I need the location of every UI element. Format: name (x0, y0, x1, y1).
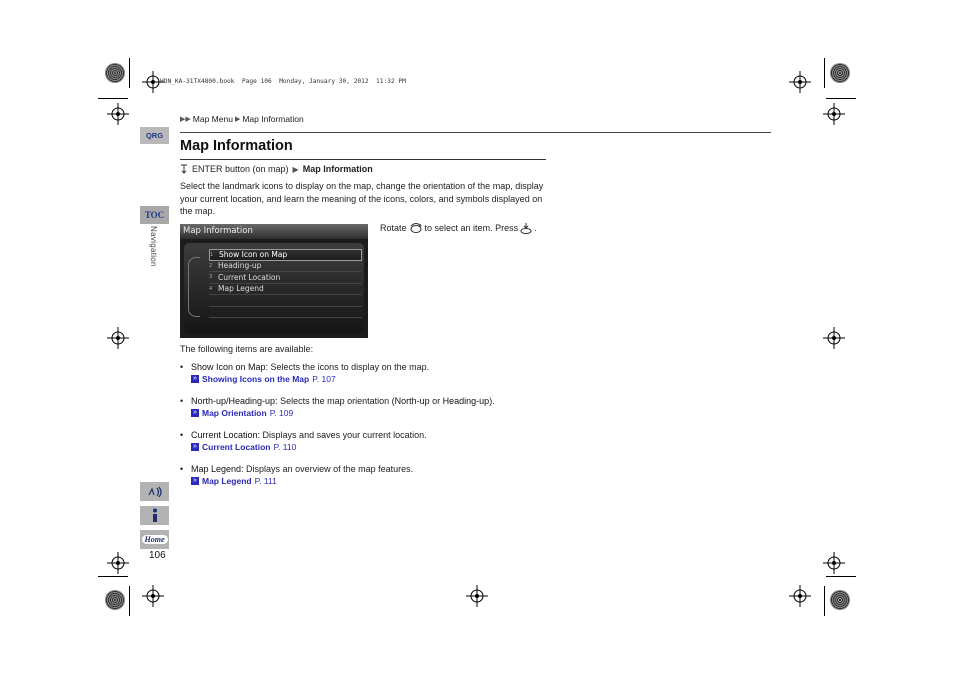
item-label: Show Icon on Map: (191, 362, 269, 372)
divider (180, 159, 546, 160)
registration-disc-icon (105, 590, 125, 610)
crosshair-icon (823, 552, 845, 574)
path-target: Map Information (302, 164, 373, 174)
path-prefix: ENTER button (on map) (192, 164, 289, 174)
breadcrumb-item-map-menu[interactable]: Map Menu (192, 114, 233, 124)
screen-menu-item (209, 295, 362, 307)
crosshair-icon (142, 585, 164, 607)
cross-reference-link[interactable]: » Current Location P. 110 (191, 442, 296, 452)
info-button[interactable] (140, 506, 169, 525)
toc-button[interactable]: TOC (140, 206, 169, 224)
cross-reference-link[interactable]: » Map Legend P. 111 (191, 476, 277, 486)
list-item: • Map Legend: Displays an overview of the map features. (180, 464, 414, 474)
page-title: Map Information (180, 138, 293, 154)
home-button[interactable] (140, 530, 169, 549)
voice-command-icon (147, 486, 163, 498)
screen-menu-item: 3 Current Location (209, 272, 362, 284)
crop-line (824, 58, 825, 88)
crop-line (826, 576, 856, 577)
screen-menu (209, 249, 362, 318)
item-description: Displays and saves your current location. (260, 430, 427, 440)
item-description: Selects the icons to display on the map. (268, 362, 430, 372)
press-dial-icon (520, 222, 532, 234)
section-label: Navigation (149, 226, 158, 267)
cross-reference-link[interactable]: » Map Orientation P. 109 (191, 408, 293, 418)
item-label: Map Legend: (191, 464, 244, 474)
crosshair-icon (107, 327, 129, 349)
item-label: Current Location: (191, 430, 261, 440)
item-label: North-up/Heading-up: (191, 396, 278, 406)
crosshair-icon (823, 327, 845, 349)
list-item: • North-up/Heading-up: Selects the map orientation (North-up or Heading-up). (180, 396, 495, 406)
crosshair-icon (107, 552, 129, 574)
screen-menu-item (209, 307, 362, 319)
item-description: Displays an overview of the map features. (243, 464, 414, 474)
link-arrow-icon: » (191, 409, 199, 417)
link-arrow-icon: » (191, 375, 199, 383)
list-item: • Current Location: Displays and saves your current location. (180, 430, 427, 440)
crosshair-icon (107, 103, 129, 125)
crop-line (98, 98, 128, 99)
double-arrow-icon: ▶▶ (180, 116, 191, 123)
cross-reference-link[interactable]: » Showing Icons on the Map P. 107 (191, 374, 336, 384)
screen-image (180, 224, 368, 338)
screen-panel (184, 243, 364, 334)
crop-line (826, 98, 856, 99)
page-number: 106 (149, 550, 166, 561)
breadcrumb-item-map-information[interactable]: Map Information (242, 114, 304, 124)
home-icon: Home (142, 535, 168, 544)
file-header: HDN_KA-31TX4800.book Page 106 Monday, January 30, 2012 11:32 PM (160, 78, 406, 85)
crop-line (129, 586, 130, 616)
screen-title: Map Information (180, 224, 368, 239)
arrow-icon: ▶ (292, 164, 299, 174)
qrg-button[interactable]: QRG (140, 127, 169, 144)
screen-menu-item: 1 Show Icon on Map (209, 249, 362, 261)
crosshair-icon (789, 585, 811, 607)
arrow-icon: ▶ (234, 116, 241, 123)
info-icon (150, 508, 160, 523)
registration-disc-icon (830, 63, 850, 83)
crosshair-icon (789, 71, 811, 93)
crosshair-icon (466, 585, 488, 607)
breadcrumb (180, 114, 304, 124)
rotate-instruction: Rotate to select an item. Press . (380, 223, 537, 233)
screen-menu-item: 4 Map Legend (209, 284, 362, 296)
voice-command-button[interactable] (140, 482, 169, 501)
navigation-path (180, 164, 373, 174)
divider (180, 132, 771, 133)
interface-dial-icon (409, 222, 423, 234)
crop-line (824, 586, 825, 616)
link-arrow-icon: » (191, 443, 199, 451)
crosshair-icon (823, 103, 845, 125)
registration-disc-icon (830, 590, 850, 610)
registration-disc-icon (105, 63, 125, 83)
dial-bracket-icon (188, 257, 200, 317)
enter-button-icon (180, 164, 188, 174)
crop-line (98, 576, 128, 577)
intro-paragraph: Select the landmark icons to display on the map, change the orientation of the map, display your current location, and learn the meaning of the icons, colors, and symbols displayed on the map. (180, 181, 544, 217)
screen-menu-item: 2 Heading-up (209, 261, 362, 273)
link-arrow-icon: » (191, 477, 199, 485)
crop-line (129, 58, 130, 88)
available-items-text: The following items are available: (180, 344, 314, 354)
list-item: • Show Icon on Map: Selects the icons to display on the map. (180, 362, 430, 372)
